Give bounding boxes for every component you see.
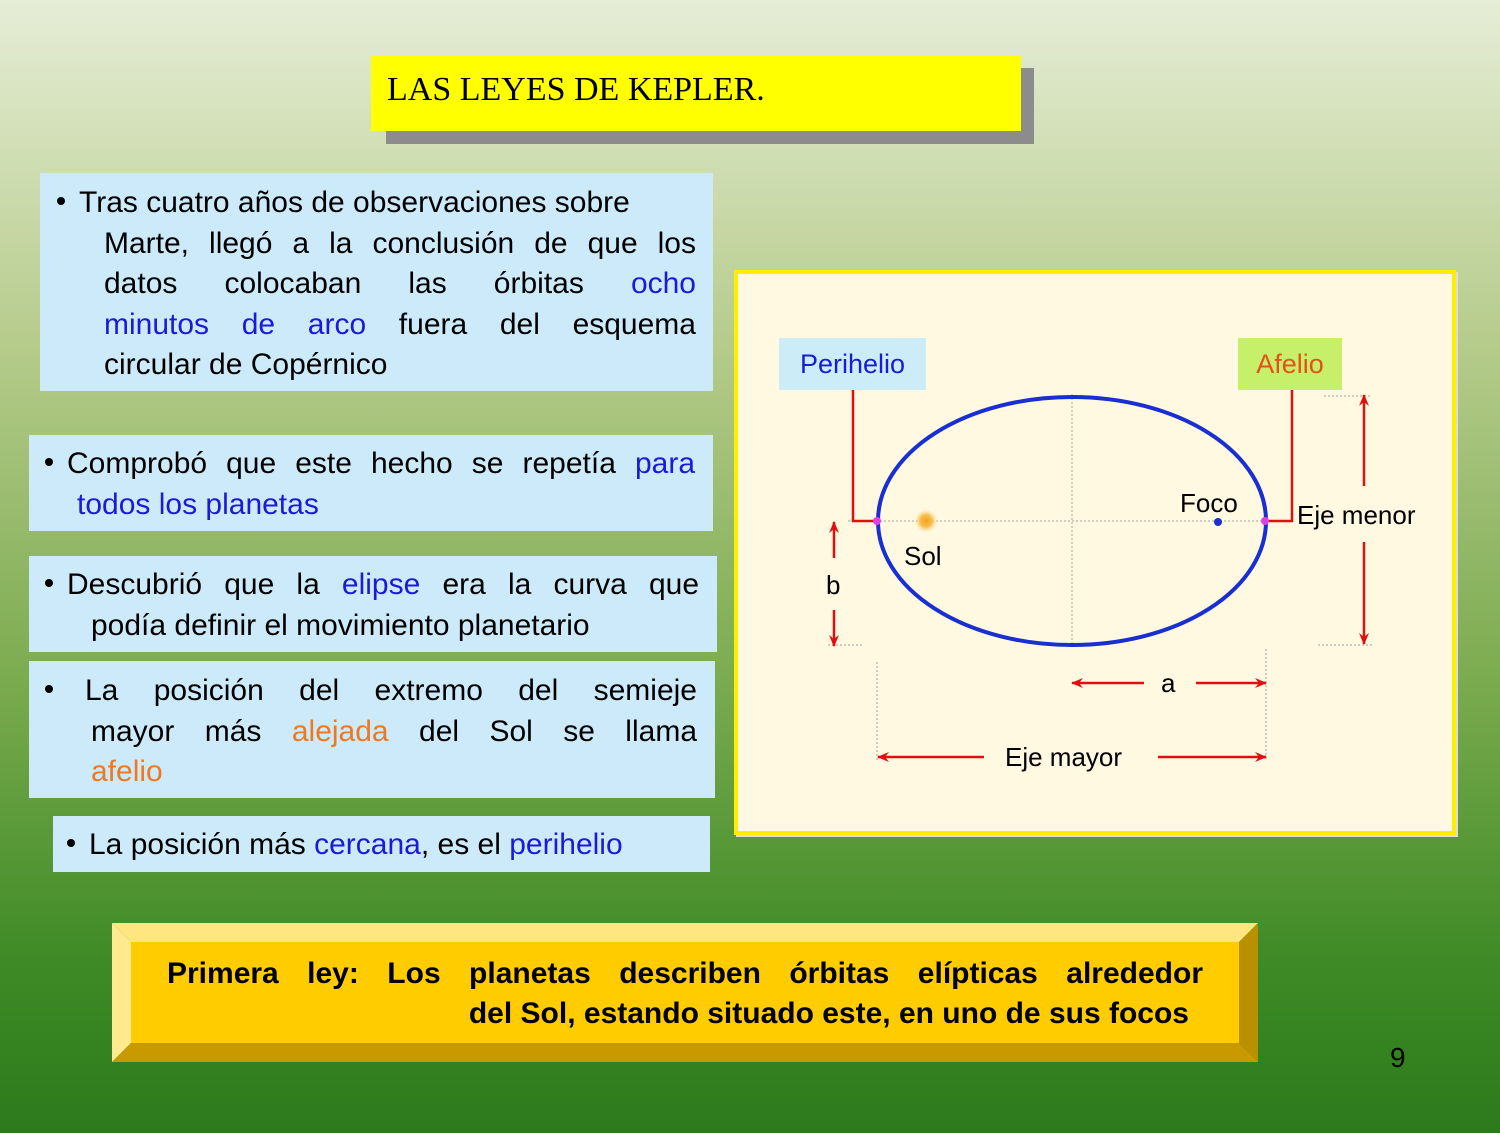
bullet-text: Comprobó que este hecho se repetía	[67, 447, 635, 480]
b-label: b	[826, 570, 841, 600]
highlight-text: alejada	[291, 714, 389, 748]
first-law-line1: Primera ley: Los planetas describen órbitas elípticas alrededor	[167, 957, 1203, 990]
afelio-pointer	[1268, 390, 1292, 521]
highlight-text: cercana	[314, 828, 421, 861]
orbit-diagram	[734, 270, 1456, 835]
sol-label: Sol	[904, 541, 942, 571]
bullet-text: Tras cuatro años de observaciones sobre	[79, 186, 630, 219]
afelio-point	[1261, 517, 1269, 525]
bullet-text: Marte, llegó a la conclusión de que los	[104, 226, 696, 260]
highlight-text: minutos de arco	[104, 307, 367, 341]
a-label: a	[1161, 668, 1176, 698]
highlight-text: afelio	[91, 755, 163, 788]
sun-icon	[915, 510, 937, 532]
bullet-text: La posición más	[89, 828, 315, 861]
bullet-dot	[45, 458, 53, 466]
bullet-text: podía definir el movimiento planetario	[91, 608, 590, 642]
bullet-text: era la curva que	[420, 568, 699, 601]
highlight-text: perihelio	[509, 828, 623, 861]
bullet-observaciones	[40, 173, 713, 391]
bullet-text: datos colocaban las órbitas	[104, 267, 631, 300]
slide-title	[371, 55, 1021, 131]
bullet-text: fuera del esquema	[366, 307, 696, 341]
bullet-dot	[45, 579, 53, 587]
bullet-dot	[45, 685, 53, 693]
bullet-text: mayor más	[91, 714, 292, 748]
page-number: 9	[1390, 1042, 1406, 1073]
highlight-text: ocho	[630, 267, 696, 300]
bullet-dot	[67, 839, 75, 847]
eje-menor-label: Eje menor	[1297, 500, 1416, 530]
perihelio-label: Perihelio	[779, 338, 926, 390]
highlight-text: elipse	[341, 568, 421, 601]
foco-label: Foco	[1180, 488, 1238, 518]
first-law-line2: del Sol, estando situado este, en uno de sus focos	[468, 997, 1189, 1030]
bullet-text: del Sol se llama	[388, 714, 697, 748]
slide-title-text: LAS LEYES DE KEPLER.	[387, 71, 765, 108]
eje-mayor-label: Eje mayor	[1005, 742, 1123, 772]
bullet-text: circular de Copérnico	[104, 348, 388, 381]
bullet-text: , es el	[420, 828, 510, 861]
perihelio-point	[873, 517, 881, 525]
highlight-text: todos los planetas	[77, 487, 319, 521]
perihelio-pointer	[853, 390, 876, 521]
bullet-afelio	[29, 661, 715, 798]
bullet-text: Descubrió que la	[67, 568, 342, 601]
first-law-box	[131, 942, 1239, 1043]
bullet-text: La posición del extremo del semieje	[85, 674, 697, 707]
afelio-label: Afelio	[1238, 338, 1342, 390]
bullet-perihelio	[53, 816, 710, 872]
bullet-todos-planetas	[29, 435, 713, 531]
highlight-text: para	[634, 447, 695, 480]
bullet-elipse	[29, 556, 717, 652]
bullet-dot	[57, 197, 65, 205]
focus-point	[1214, 518, 1222, 526]
